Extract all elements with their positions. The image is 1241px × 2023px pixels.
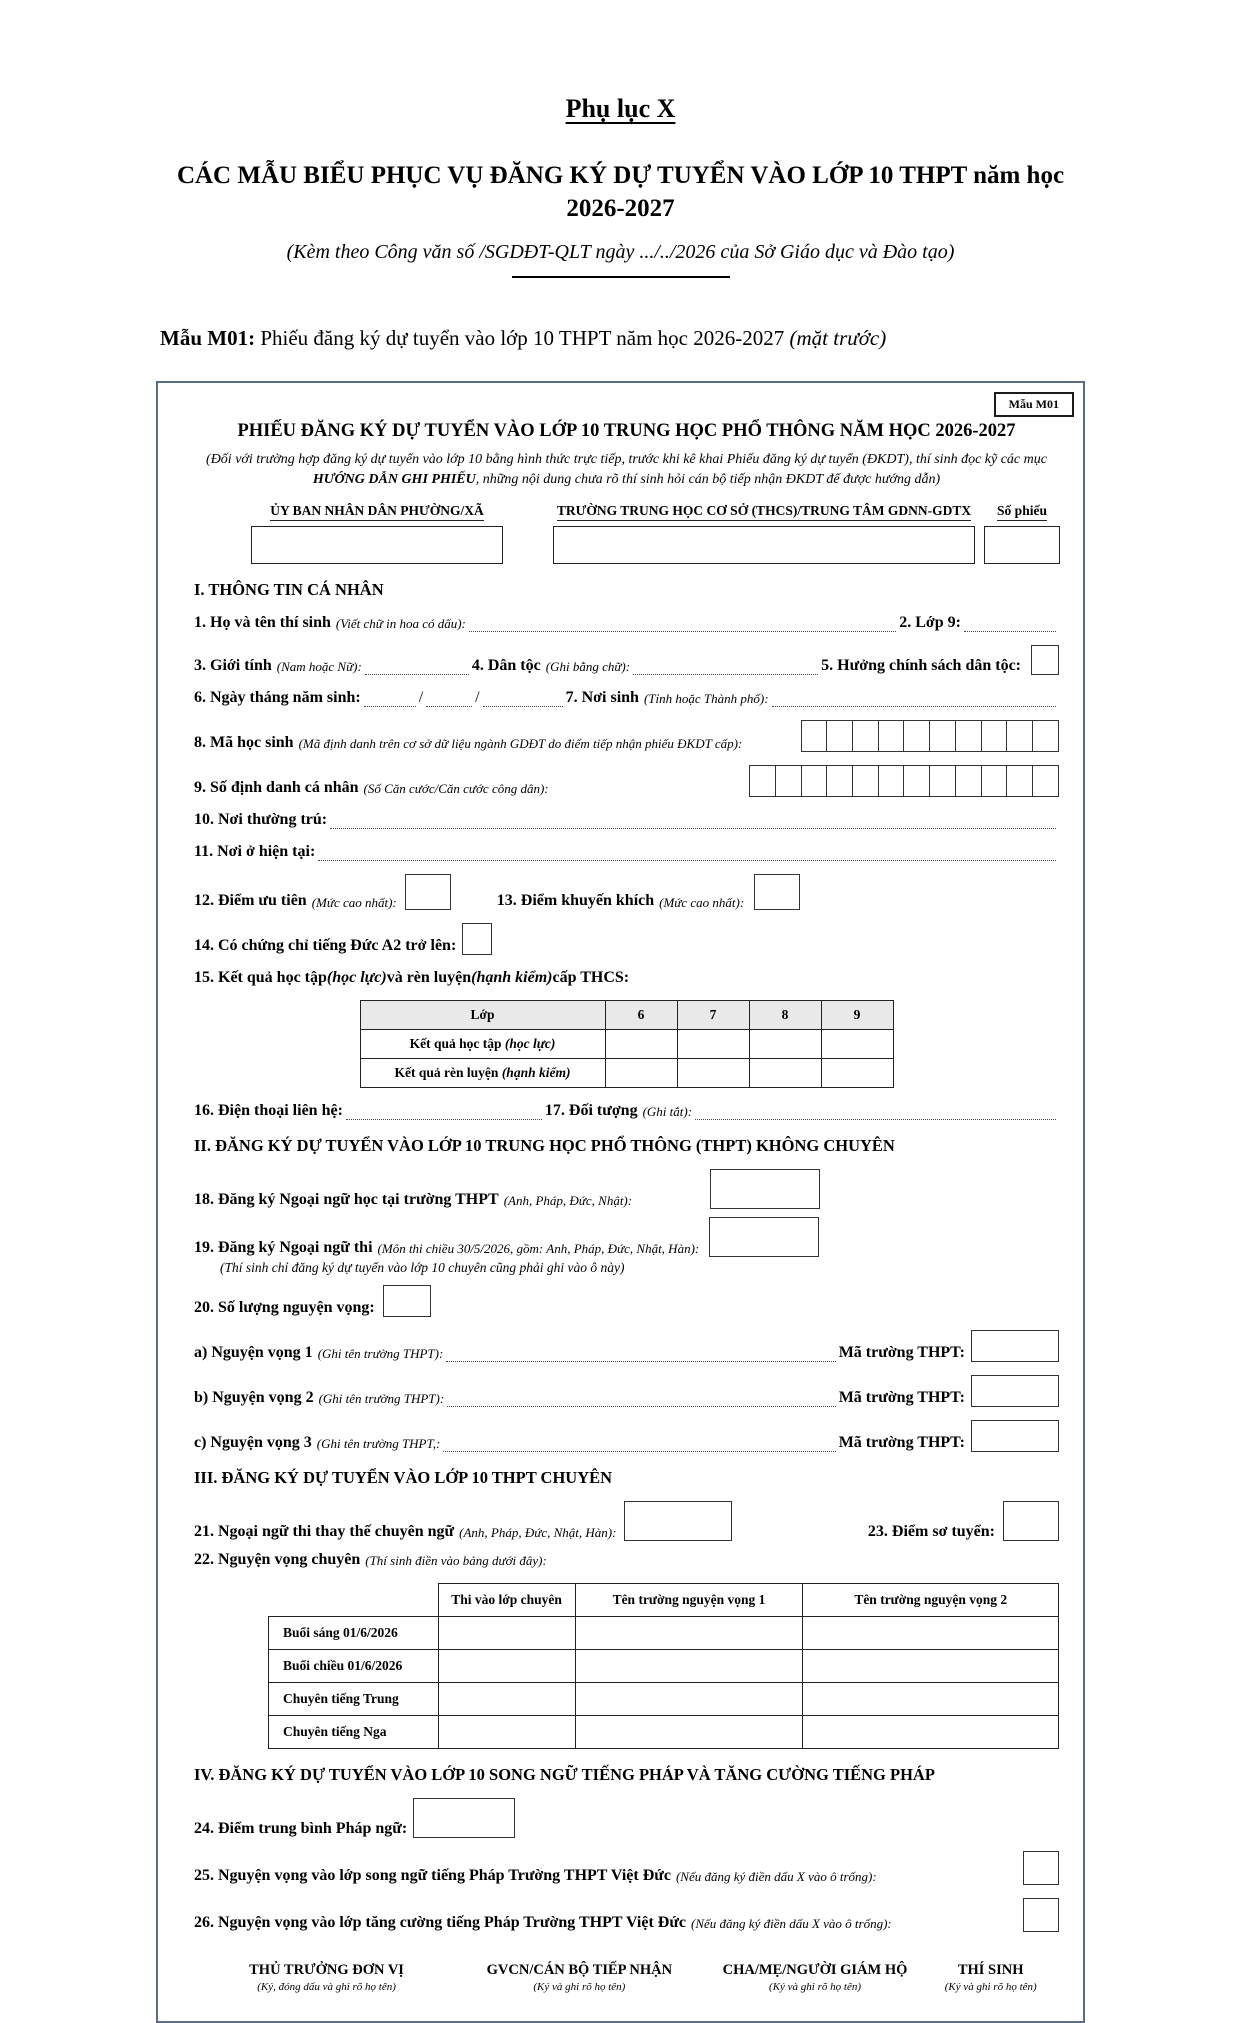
field-25-row — [194, 1851, 1059, 1885]
results-cell[interactable] — [605, 1029, 677, 1058]
results-cell[interactable] — [749, 1029, 821, 1058]
wish-3-label: c) Nguyện vọng 3 — [194, 1433, 312, 1451]
results-cell[interactable] — [821, 1029, 893, 1058]
wish-1-code-label: Mã trường THPT: — [838, 1343, 965, 1361]
wish-2-code-label: Mã trường THPT: — [838, 1388, 965, 1406]
field-14-checkbox[interactable] — [462, 923, 492, 955]
specialized-cell[interactable] — [438, 1715, 575, 1748]
field-7-note: (Tỉnh hoặc Thành phố): — [643, 691, 769, 707]
specialized-header-school2: Tên trường nguyện vọng 2 — [803, 1583, 1059, 1616]
field-26-checkbox[interactable] — [1023, 1898, 1059, 1932]
results-conduct-row — [360, 1058, 893, 1087]
field-17-blank[interactable] — [695, 1105, 1056, 1120]
signature-parent-guardian — [704, 1962, 927, 1993]
field-3-blank[interactable] — [365, 660, 469, 675]
results-header-grade: Lớp — [360, 1000, 605, 1029]
form-number-label: Số phiếu — [997, 503, 1047, 521]
field-12-box[interactable] — [405, 874, 451, 910]
wish-3-code-box[interactable] — [971, 1420, 1059, 1452]
results-academic-label: Kết quả học tập (học lực) — [360, 1029, 605, 1058]
form-instructions-bold: HƯỚNG DẪN GHI PHIẾU — [312, 472, 476, 488]
signature-subtitle: (Ký và ghi rõ họ tên) — [944, 1980, 1037, 1993]
field-5-label: 5. Hưởng chính sách dân tộc: — [821, 656, 1021, 674]
wish-2-note: (Ghi tên trường THPT): — [318, 1391, 445, 1407]
field-12-13-row — [194, 874, 1059, 910]
signature-subtitle: (Ký và ghi rõ họ tên) — [769, 1980, 861, 1993]
results-conduct-label: Kết quả rèn luyện (hạnh kiểm) — [360, 1058, 605, 1087]
field-15-label-p2: và rèn luyện — [386, 969, 472, 987]
wish-1-label: a) Nguyện vọng 1 — [194, 1343, 313, 1361]
field-1-blank[interactable] — [469, 617, 896, 632]
results-cell[interactable] — [677, 1058, 749, 1087]
field-26-label: 26. Nguyện vọng vào lớp tăng cường tiếng Pháp Trường THPT Việt Đức — [194, 1913, 687, 1931]
digit-cell[interactable] — [775, 765, 802, 797]
field-12-note: (Mức cao nhất): — [311, 894, 397, 910]
field-12-label: 12. Điểm ưu tiên — [194, 892, 307, 910]
field-15-label-i1: (học lực) — [326, 969, 387, 987]
digit-cell[interactable] — [749, 765, 776, 797]
form-caption — [160, 326, 1241, 351]
wish-2-blank[interactable] — [447, 1392, 836, 1407]
field-1-note: (Viết chữ in hoa có dấu): — [335, 616, 466, 632]
field-6-slash-1: / — [418, 688, 424, 706]
specialized-row-label: Buổi sáng 01/6/2026 — [269, 1616, 439, 1649]
ward-committee-block — [252, 503, 502, 564]
ward-committee-box[interactable] — [251, 526, 503, 564]
header-divider — [512, 276, 730, 278]
field-7-label: 7. Nơi sinh — [565, 688, 639, 706]
wish-1-note: (Ghi tên trường THPT): — [317, 1346, 444, 1362]
specialized-header-school1: Tên trường nguyện vọng 1 — [575, 1583, 803, 1616]
specialized-wish-table — [268, 1583, 1059, 1749]
field-21-note: (Anh, Pháp, Đức, Nhật, Hàn): — [459, 1525, 617, 1541]
form-code-badge: Mẫu M01 — [994, 392, 1074, 417]
field-6-row — [194, 688, 1059, 707]
field-19-box[interactable] — [709, 1217, 819, 1257]
wish-3-note: (Ghi tên trường THPT,: — [316, 1436, 441, 1452]
school-label: TRƯỜNG TRUNG HỌC CƠ SỞ (THCS)/TRUNG TÂM GDNN-GDTX — [557, 503, 971, 521]
specialized-cell[interactable] — [803, 1715, 1059, 1748]
field-17-note: (Ghi tắt): — [642, 1104, 693, 1120]
signature-title: THỦ TRƯỞNG ĐƠN VỊ — [249, 1961, 404, 1978]
digit-cell[interactable] — [826, 765, 853, 797]
form-number-box[interactable] — [984, 526, 1060, 564]
field-8-note: (Mã định danh trên cơ sở dữ liệu ngành GDĐT do điểm tiếp nhận phiếu ĐKDT cấp): — [298, 736, 743, 752]
results-cell[interactable] — [605, 1058, 677, 1087]
specialized-cell[interactable] — [438, 1682, 575, 1715]
wish-3-code-label: Mã trường THPT: — [838, 1433, 965, 1451]
field-14-label: 14. Có chứng chỉ tiếng Đức A2 trở lên: — [194, 937, 457, 955]
form-instructions-post: , những nội dung chưa rõ thí sinh hỏi cán bộ tiếp nhận ĐKDT để được hướng dẫn) — [475, 472, 941, 488]
digit-cell[interactable] — [1006, 765, 1033, 797]
specialized-cell[interactable] — [575, 1682, 803, 1715]
field-25-label: 25. Nguyện vọng vào lớp song ngữ tiếng Pháp Trường THPT Việt Đức — [194, 1866, 671, 1884]
specialized-cell[interactable] — [438, 1649, 575, 1682]
field-11-row — [194, 842, 1059, 861]
registration-form — [156, 381, 1085, 2023]
field-23-box[interactable] — [1003, 1501, 1059, 1541]
field-5-checkbox[interactable] — [1031, 645, 1059, 675]
field-6-month-blank[interactable] — [426, 692, 472, 707]
field-18-row — [194, 1169, 1059, 1209]
field-21-23-row — [194, 1501, 1059, 1541]
signature-row — [194, 1962, 1059, 2001]
form-caption-text: Phiếu đăng ký dự tuyển vào lớp 10 THPT năm học 2026-2027 — [255, 326, 790, 350]
digit-cell[interactable] — [929, 720, 956, 752]
wish-1-blank[interactable] — [446, 1347, 835, 1362]
digit-cell[interactable] — [1032, 720, 1059, 752]
wish-3-row — [194, 1420, 1059, 1452]
form-caption-side: (mặt trước) — [789, 326, 887, 350]
digit-cell[interactable] — [852, 765, 879, 797]
field-24-row — [194, 1798, 1059, 1838]
section-1-title: I. THÔNG TIN CÁ NHÂN — [194, 579, 384, 599]
field-1-label: 1. Họ và tên thí sinh — [194, 613, 331, 631]
form-number-block — [985, 503, 1059, 564]
field-6-slash-2: / — [475, 688, 480, 706]
field-25-checkbox[interactable] — [1023, 1851, 1059, 1885]
field-17-label: 17. Đối tượng — [544, 1101, 638, 1119]
digit-cell[interactable] — [801, 720, 828, 752]
specialized-table-header-row — [269, 1583, 1059, 1616]
field-9-row — [194, 765, 1059, 797]
field-20-box[interactable] — [383, 1285, 431, 1317]
field-19-row — [194, 1217, 1059, 1257]
field-15-label-p3: cấp THCS: — [552, 969, 630, 987]
digit-cell[interactable] — [955, 765, 982, 797]
field-6-year-blank[interactable] — [483, 692, 563, 707]
signature-candidate — [926, 1962, 1055, 1993]
field-24-label: 24. Điểm trung bình Pháp ngữ: — [194, 1819, 408, 1837]
digit-cell[interactable] — [903, 765, 930, 797]
ward-committee-label: ỦY BAN NHÂN DÂN PHƯỜNG/XÃ — [270, 503, 484, 521]
field-1-row — [194, 613, 1059, 632]
wish-3-blank[interactable] — [443, 1437, 835, 1452]
field-7-blank[interactable] — [772, 692, 1056, 707]
field-9-label: 9. Số định danh cá nhân — [194, 778, 359, 796]
specialized-header-empty — [269, 1583, 439, 1616]
page-header — [0, 0, 1241, 278]
specialized-cell[interactable] — [575, 1715, 803, 1748]
org-header-row — [194, 503, 1059, 564]
signature-subtitle: (Ký, đóng dấu và ghi rõ họ tên) — [257, 1980, 396, 1993]
wish-2-label: b) Nguyện vọng 2 — [194, 1388, 314, 1406]
field-26-note: (Nếu đăng ký điền dấu X vào ô trống): — [691, 1916, 892, 1932]
field-10-blank[interactable] — [330, 814, 1056, 829]
field-25-note: (Nếu đăng ký điền dấu X vào ô trống): — [675, 1869, 877, 1885]
results-header-9: 9 — [821, 1000, 893, 1029]
field-22-note: (Thí sinh điền vào bảng dưới đây): — [365, 1553, 547, 1569]
field-8-row — [194, 720, 1059, 752]
field-22-row — [194, 1550, 1059, 1569]
signature-subtitle: (Ký và ghi rõ họ tên) — [533, 1980, 626, 1993]
digit-cell[interactable] — [801, 765, 828, 797]
field-21-label: 21. Ngoại ngữ thi thay thế chuyên ngữ — [194, 1522, 455, 1540]
digit-cell[interactable] — [1006, 720, 1033, 752]
field-16-17-row — [194, 1101, 1059, 1120]
form-title: PHIẾU ĐĂNG KÝ DỰ TUYỂN VÀO LỚP 10 TRUNG HỌC PHỔ THÔNG NĂM HỌC 2026-2027 — [237, 421, 1016, 441]
field-4-label: 4. Dân tộc — [471, 656, 541, 674]
signature-title: THÍ SINH — [957, 1961, 1024, 1978]
field-15-label-i2: (hạnh kiểm) — [471, 969, 553, 987]
attachment-note: (Kèm theo Công văn số /SGDĐT-QLT ngày .../../2026 của Sở Giáo dục và Đào tạo) — [286, 241, 955, 263]
results-table — [360, 1000, 894, 1088]
field-20-row — [194, 1285, 1059, 1317]
specialized-row-chinese — [269, 1682, 1059, 1715]
digit-cell[interactable] — [878, 765, 905, 797]
field-19-subnote: (Thí sinh chỉ đăng ký dự tuyển vào lớp 10 chuyên cũng phải ghi vào ô này) — [220, 1259, 625, 1275]
field-9-note: (Số Căn cước/Căn cước công dân): — [363, 781, 549, 797]
digit-cell[interactable] — [852, 720, 879, 752]
signature-title: GVCN/CÁN BỘ TIẾP NHẬN — [486, 1961, 673, 1978]
specialized-row-russian — [269, 1715, 1059, 1748]
digit-cell[interactable] — [981, 720, 1008, 752]
field-15-label-p1: 15. Kết quả học tập — [194, 969, 327, 987]
field-3-row — [194, 645, 1059, 675]
field-13-label: 13. Điểm khuyến khích — [496, 892, 655, 910]
specialized-cell[interactable] — [803, 1649, 1059, 1682]
field-13-box[interactable] — [754, 874, 800, 910]
field-20-label: 20. Số lượng nguyện vọng: — [194, 1298, 375, 1316]
digit-cell[interactable] — [826, 720, 853, 752]
results-cell[interactable] — [749, 1058, 821, 1087]
wish-1-code-box[interactable] — [971, 1330, 1059, 1362]
field-16-blank[interactable] — [346, 1105, 542, 1120]
field-6-day-blank[interactable] — [364, 692, 416, 707]
field-18-box[interactable] — [710, 1169, 820, 1209]
digit-cell[interactable] — [1032, 765, 1059, 797]
signature-head-of-unit — [198, 1962, 455, 1993]
wish-2-row — [194, 1375, 1059, 1407]
digit-cell[interactable] — [903, 720, 930, 752]
section-4-title: IV. ĐĂNG KÝ DỰ TUYỂN VÀO LỚP 10 SONG NGỮ TIẾNG PHÁP VÀ TĂNG CƯỜNG TIẾNG PHÁP — [194, 1764, 935, 1784]
field-15-row — [194, 968, 1059, 987]
field-16-label: 16. Điện thoại liên hệ: — [194, 1101, 343, 1119]
specialized-row-afternoon — [269, 1649, 1059, 1682]
digit-cell[interactable] — [981, 765, 1008, 797]
field-22-label: 22. Nguyện vọng chuyên — [194, 1550, 361, 1568]
field-4-note: (Ghi bằng chữ): — [545, 659, 631, 675]
field-3-label: 3. Giới tính — [194, 656, 272, 674]
field-24-box[interactable] — [413, 1798, 515, 1838]
field-9-digit-cells — [751, 765, 1059, 797]
field-2-label: 2. Lớp 9: — [899, 613, 961, 631]
digit-cell[interactable] — [929, 765, 956, 797]
specialized-cell[interactable] — [438, 1616, 575, 1649]
field-11-label: 11. Nơi ở hiện tại: — [194, 843, 316, 861]
field-19-note: (Môn thi chiều 30/5/2026, gồm: Anh, Pháp, Đức, Nhật, Hàn): — [377, 1241, 700, 1257]
results-header-7: 7 — [677, 1000, 749, 1029]
specialized-row-label: Chuyên tiếng Trung — [269, 1682, 439, 1715]
wish-2-code-box[interactable] — [971, 1375, 1059, 1407]
digit-cell[interactable] — [955, 720, 982, 752]
field-2-blank[interactable] — [964, 617, 1056, 632]
field-21-box[interactable] — [624, 1501, 732, 1541]
field-23-label: 23. Điểm sơ tuyển: — [867, 1522, 995, 1540]
form-instructions — [194, 450, 1059, 491]
document-title: CÁC MẪU BIỂU PHỤC VỤ ĐĂNG KÝ DỰ TUYỂN VÀO LỚP 10 THPT năm học 2026-2027 — [176, 162, 1065, 222]
field-13-note: (Mức cao nhất): — [659, 894, 745, 910]
specialized-cell[interactable] — [803, 1682, 1059, 1715]
field-14-row — [194, 923, 1059, 955]
school-block — [554, 503, 974, 564]
field-3-note: (Nam hoặc Nữ): — [276, 659, 362, 675]
field-6-label: 6. Ngày tháng năm sinh: — [194, 688, 361, 706]
field-11-blank[interactable] — [318, 846, 1056, 861]
results-table-header-row — [360, 1000, 893, 1029]
form-instructions-pre: (Đối với trường hợp đăng ký dự tuyển vào lớp 10 bằng hình thức trực tiếp, trước khi kê khai Phiếu đăng ký dự tuyển (ĐKDT), thí sinh đọc kỹ các mục — [206, 452, 1047, 467]
specialized-cell[interactable] — [575, 1616, 803, 1649]
specialized-header-exam: Thi vào lớp chuyên — [438, 1583, 575, 1616]
field-26-row — [194, 1898, 1059, 1932]
field-10-row — [194, 810, 1059, 829]
results-cell[interactable] — [821, 1058, 893, 1087]
section-3-title: III. ĐĂNG KÝ DỰ TUYỂN VÀO LỚP 10 THPT CHUYÊN — [194, 1467, 613, 1487]
results-header-8: 8 — [749, 1000, 821, 1029]
section-2-title: II. ĐĂNG KÝ DỰ TUYỂN VÀO LỚP 10 TRUNG HỌC PHỔ THÔNG (THPT) KHÔNG CHUYÊN — [194, 1135, 895, 1155]
signature-receiving-officer — [455, 1962, 704, 1993]
field-19-label: 19. Đăng ký Ngoại ngữ thi — [194, 1238, 373, 1256]
field-8-label: 8. Mã học sinh — [194, 733, 294, 751]
specialized-cell[interactable] — [575, 1649, 803, 1682]
signature-title: CHA/MẸ/NGƯỜI GIÁM HỘ — [722, 1961, 908, 1978]
specialized-row-label: Chuyên tiếng Nga — [269, 1715, 439, 1748]
field-8-digit-cells — [802, 720, 1059, 752]
specialized-row-label: Buổi chiều 01/6/2026 — [269, 1649, 439, 1682]
specialized-row-morning — [269, 1616, 1059, 1649]
form-caption-code: Mẫu M01: — [160, 326, 256, 350]
digit-cell[interactable] — [878, 720, 905, 752]
school-box[interactable] — [553, 526, 975, 564]
appendix-title: Phụ lục X — [565, 94, 676, 123]
wish-1-row — [194, 1330, 1059, 1362]
results-cell[interactable] — [677, 1029, 749, 1058]
field-10-label: 10. Nơi thường trú: — [194, 810, 328, 828]
field-18-label: 18. Đăng ký Ngoại ngữ học tại trường THPT — [194, 1190, 499, 1208]
results-academic-row — [360, 1029, 893, 1058]
specialized-cell[interactable] — [803, 1616, 1059, 1649]
results-header-6: 6 — [605, 1000, 677, 1029]
field-18-note: (Anh, Pháp, Đức, Nhật): — [503, 1193, 633, 1209]
field-4-blank[interactable] — [633, 660, 818, 675]
